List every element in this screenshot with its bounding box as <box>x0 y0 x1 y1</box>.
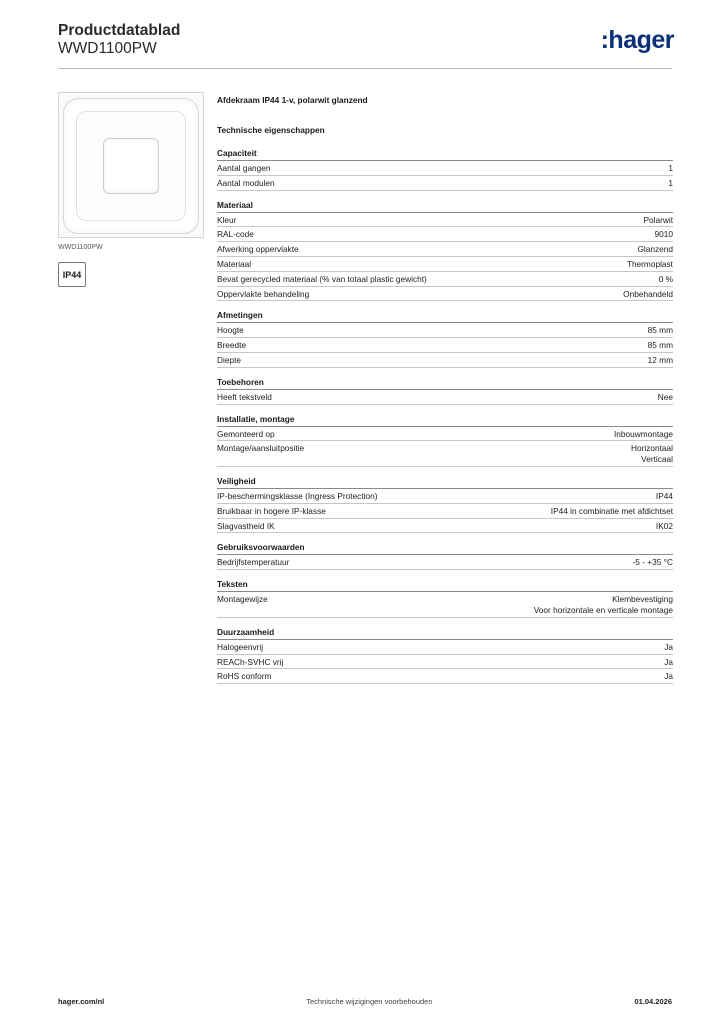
spec-value <box>668 178 673 189</box>
cover-frame-opening <box>103 138 159 194</box>
spec-label: Hoogte <box>217 325 244 336</box>
spec-value-line: 85 mm <box>647 325 673 336</box>
spec-row <box>217 323 673 338</box>
spec-section <box>217 542 673 570</box>
cover-frame-outer <box>64 99 198 233</box>
spec-section <box>217 414 673 467</box>
spec-label: Bruikbaar in hogere IP-klasse <box>217 505 326 516</box>
spec-value-line: Polarwit <box>643 214 673 225</box>
spec-row <box>217 390 673 405</box>
section-title: Gebruiksvoorwaarden <box>217 542 673 555</box>
spec-value-line: 0 % <box>658 273 673 284</box>
spec-label: Oppervlakte behandeling <box>217 288 310 299</box>
spec-section <box>217 200 673 302</box>
spec-value-line: Klembevestiging <box>612 594 673 605</box>
spec-row <box>217 669 673 684</box>
footer-disclaimer: Technische wijzigingen voorbehouden <box>306 997 433 1006</box>
spec-row <box>217 519 673 534</box>
spec-value-line: 9010 <box>654 229 673 240</box>
spec-label: RAL-code <box>217 229 254 240</box>
spec-section <box>217 310 673 367</box>
spec-label: Slagvastheid IK <box>217 520 275 531</box>
page-footer <box>58 997 672 1006</box>
document-title: Productdatablad <box>58 22 181 39</box>
spec-value <box>623 289 673 300</box>
spec-value <box>534 594 673 616</box>
spec-value <box>637 244 673 255</box>
spec-section <box>217 476 673 533</box>
spec-label: Kleur <box>217 214 237 225</box>
spec-value <box>659 274 673 285</box>
spec-value <box>668 163 673 174</box>
spec-section <box>217 627 673 684</box>
spec-label: Halogeenvrij <box>217 641 264 652</box>
spec-value-line: Onbehandeld <box>623 288 673 299</box>
spec-row <box>217 242 673 257</box>
spec-value <box>643 215 673 226</box>
spec-value-line: Voor horizontale en verticale montage <box>533 604 673 615</box>
spec-row <box>217 441 673 467</box>
spec-row <box>217 640 673 655</box>
spec-label: Montagewijze <box>217 594 268 605</box>
header-divider <box>58 68 672 69</box>
spec-row <box>217 338 673 353</box>
spec-value <box>648 340 673 351</box>
spec-row <box>217 504 673 519</box>
spec-label: Heeft tekstveld <box>217 391 272 402</box>
section-title: Installatie, montage <box>217 414 673 427</box>
spec-row <box>217 287 673 302</box>
spec-row <box>217 227 673 242</box>
spec-label: REACh-SVHC vrij <box>217 656 284 667</box>
hager-logo: :hager <box>600 26 674 54</box>
spec-value <box>656 491 673 502</box>
spec-value-line: 1 <box>668 177 673 188</box>
cover-frame-middle <box>76 111 186 221</box>
section-title: Teksten <box>217 579 673 592</box>
spec-value-line: -5 - +35 °C <box>632 557 673 568</box>
spec-row <box>217 655 673 670</box>
section-title: Capaciteit <box>217 148 673 161</box>
spec-label: Bedrijfstemperatuur <box>217 557 290 568</box>
spec-section <box>217 377 673 405</box>
spec-label: Gemonteerd op <box>217 428 275 439</box>
spec-value <box>551 506 673 517</box>
spec-label: Breedte <box>217 340 247 351</box>
spec-value-line: Ja <box>664 656 673 667</box>
spec-label: Aantal gangen <box>217 163 271 173</box>
section-title: Materiaal <box>217 200 673 213</box>
spec-value-line: 1 <box>668 163 673 173</box>
spec-row <box>217 592 673 618</box>
spec-value <box>664 657 673 668</box>
spec-value-line: 85 mm <box>647 340 673 351</box>
spec-value <box>648 355 673 366</box>
spec-value <box>627 259 673 270</box>
spec-value-line: Nee <box>657 391 673 402</box>
spec-value <box>655 229 673 240</box>
footer-website[interactable]: hager.com/nl <box>58 997 105 1006</box>
spec-value <box>633 557 673 568</box>
spec-value-line: 12 mm <box>647 354 673 365</box>
footer-date: 01.04.2026 <box>634 997 672 1006</box>
spec-value-line: Glanzend <box>637 244 673 255</box>
spec-value <box>658 392 673 403</box>
spec-value-line: Thermoplast <box>626 258 673 269</box>
spec-row <box>217 176 673 191</box>
spec-value-line: IK02 <box>655 520 673 531</box>
spec-value <box>664 642 673 653</box>
spec-value-line: Ja <box>664 671 673 682</box>
spec-label: Montage/aansluitpositie <box>217 443 305 454</box>
document-header <box>58 22 180 58</box>
spec-row <box>217 272 673 287</box>
spec-row <box>217 489 673 504</box>
spec-section <box>217 148 673 191</box>
spec-label: Aantal modulen <box>217 177 275 188</box>
spec-value <box>664 671 673 682</box>
spec-section <box>217 579 673 618</box>
spec-value <box>614 429 673 440</box>
section-title: Afmetingen <box>217 310 673 323</box>
spec-value-line: Inbouwmontage <box>613 428 673 439</box>
spec-value <box>631 443 673 465</box>
spec-row <box>217 161 673 176</box>
section-title: Veiligheid <box>217 476 673 489</box>
spec-label: Bevat gerecycled materiaal (% van totaal plastic gewicht) <box>217 273 427 284</box>
spec-content <box>217 95 673 693</box>
spec-row <box>217 555 673 570</box>
spec-label: IP-beschermingsklasse (Ingress Protection) <box>217 490 378 501</box>
spec-label: Afwerking oppervlakte <box>217 244 299 255</box>
spec-value-line: IP44 in combinatie met afdichtset <box>550 505 673 516</box>
spec-row <box>217 427 673 442</box>
ip44-badge: IP44 <box>58 262 86 287</box>
product-description: Afdekraam IP44 1-v, polarwit glanzend <box>217 95 368 105</box>
spec-row <box>217 353 673 368</box>
spec-value-line: Ja <box>664 641 673 652</box>
spec-value-line: Horizontaal <box>631 443 673 454</box>
section-title: Duurzaamheid <box>217 627 673 640</box>
spec-label: Materiaal <box>217 258 252 269</box>
spec-row <box>217 213 673 228</box>
spec-value <box>648 325 673 336</box>
section-title: Toebehoren <box>217 377 673 390</box>
product-code: WWD1100PW <box>58 40 157 57</box>
product-image <box>58 92 204 238</box>
spec-row <box>217 257 673 272</box>
spec-value-line: IP44 <box>655 490 673 501</box>
spec-value <box>656 521 673 532</box>
spec-sections <box>217 148 673 684</box>
image-caption: WWD1100PW <box>58 244 103 251</box>
tech-heading: Technische eigenschappen <box>217 125 325 135</box>
spec-label: RoHS conform <box>217 671 272 682</box>
spec-value-line: Verticaal <box>641 454 673 465</box>
spec-label: Diepte <box>217 354 241 365</box>
